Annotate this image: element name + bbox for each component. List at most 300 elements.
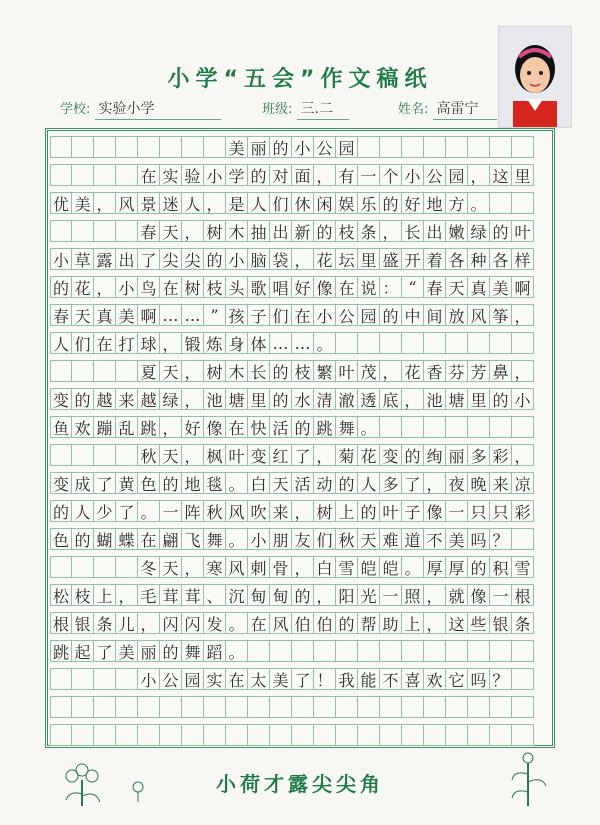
grid-cell: 美 xyxy=(226,136,248,158)
grid-cell: 。 xyxy=(468,192,490,214)
grid-cell xyxy=(424,136,446,158)
grid-cell: 水 xyxy=(292,388,314,410)
grid-cell: 芬 xyxy=(446,360,468,382)
grid-cell: 能 xyxy=(358,668,380,690)
grid-cell: 天 xyxy=(160,444,182,466)
grid-cell: 的 xyxy=(72,528,94,550)
grid-cell: 的 xyxy=(380,304,402,326)
grid-cell: 人 xyxy=(358,472,380,494)
grid-cell: 的 xyxy=(314,220,336,242)
grid-cell: ， xyxy=(512,304,534,326)
grid-cell: 唱 xyxy=(270,276,292,298)
grid-cell: 风 xyxy=(116,192,138,214)
grid-cell xyxy=(468,640,490,662)
grid-cell: 树 xyxy=(204,220,226,242)
grid-cell: 春 xyxy=(138,220,160,242)
grid-cell: 繁 xyxy=(314,360,336,382)
name-value: 高雷宁 xyxy=(433,98,497,120)
grid-cell: 尖 xyxy=(182,248,204,270)
grid-cell: 中 xyxy=(402,304,424,326)
grid-cell: 枝 xyxy=(292,360,314,382)
grid-cell: 了 xyxy=(402,472,424,494)
grid-cell: 闪 xyxy=(182,612,204,634)
grid-cell: 难 xyxy=(380,528,402,550)
grid-cell xyxy=(358,724,380,746)
grid-cell: 好 xyxy=(292,276,314,298)
grid-cell: 的 xyxy=(204,248,226,270)
grid-cell xyxy=(468,724,490,746)
grid-cell: 美 xyxy=(116,304,138,326)
grid-cell xyxy=(336,696,358,718)
grid-cell xyxy=(94,696,116,718)
grid-cell: 在 xyxy=(248,612,270,634)
grid-cell: 在 xyxy=(94,332,116,354)
grid-cell xyxy=(424,724,446,746)
grid-cell: 吹 xyxy=(248,500,270,522)
grid-cell xyxy=(50,220,72,242)
grid-cell xyxy=(314,696,336,718)
grid-cell: 池 xyxy=(204,388,226,410)
student-photo xyxy=(498,26,572,128)
grid-cell: 对 xyxy=(270,164,292,186)
grid-cell: ， xyxy=(116,584,138,606)
grid-cell: 多 xyxy=(468,444,490,466)
essay-line xyxy=(50,556,550,578)
grid-cell: 球 xyxy=(138,332,160,354)
essay-line xyxy=(50,220,550,242)
grid-cell xyxy=(380,332,402,354)
grid-cell: 在 xyxy=(226,668,248,690)
grid-cell xyxy=(490,136,512,158)
grid-cell: 儿 xyxy=(116,612,138,634)
grid-cell: 舞 xyxy=(182,640,204,662)
grid-cell: 里 xyxy=(248,388,270,410)
grid-cell: 澈 xyxy=(336,388,358,410)
grid-cell: 了 xyxy=(138,248,160,270)
grid-cell: 跳 xyxy=(138,416,160,438)
grid-cell: 来 xyxy=(490,472,512,494)
grid-cell: 积 xyxy=(490,556,512,578)
grid-cell: 枝 xyxy=(72,584,94,606)
grid-cell xyxy=(94,556,116,578)
grid-cell: 们 xyxy=(314,528,336,550)
grid-cell: 了 xyxy=(94,472,116,494)
grid-cell: 美 xyxy=(72,192,94,214)
grid-cell: 上 xyxy=(94,584,116,606)
essay-line xyxy=(50,640,550,662)
grid-cell: 松 xyxy=(50,584,72,606)
grid-cell: 喜 xyxy=(402,668,424,690)
grid-cell: 枝 xyxy=(336,220,358,242)
grid-cell: 小 xyxy=(402,164,424,186)
grid-cell xyxy=(204,724,226,746)
grid-cell xyxy=(72,164,94,186)
grid-cell: 红 xyxy=(270,444,292,466)
grid-cell xyxy=(380,416,402,438)
grid-cell xyxy=(402,416,424,438)
grid-cell xyxy=(116,724,138,746)
grid-cell: 长 xyxy=(248,360,270,382)
grid-cell xyxy=(468,332,490,354)
grid-cell: 的 xyxy=(72,388,94,410)
essay-line xyxy=(50,472,550,494)
grid-cell: 的 xyxy=(292,416,314,438)
grid-cell: 条 xyxy=(358,220,380,242)
grid-cell: ， xyxy=(138,612,160,634)
grid-cell xyxy=(160,696,182,718)
grid-cell: 个 xyxy=(380,164,402,186)
grid-cell xyxy=(512,136,534,158)
grid-cell: 各 xyxy=(490,248,512,270)
grid-cell: 的 xyxy=(50,500,72,522)
grid-cell: 歌 xyxy=(248,276,270,298)
grid-cell: 茸 xyxy=(182,584,204,606)
grid-cell: 一 xyxy=(490,584,512,606)
grid-cell: 园 xyxy=(446,164,468,186)
grid-cell xyxy=(402,640,424,662)
grid-cell xyxy=(116,164,138,186)
grid-cell xyxy=(72,136,94,158)
grid-cell: 人 xyxy=(72,500,94,522)
grid-cell: 说 xyxy=(358,276,380,298)
grid-cell: ， xyxy=(182,220,204,242)
grid-cell: ， xyxy=(380,220,402,242)
grid-cell: 菊 xyxy=(336,444,358,466)
grid-cell: 花 xyxy=(314,248,336,270)
grid-cell: 炼 xyxy=(204,332,226,354)
grid-cell xyxy=(270,640,292,662)
grid-cell: 。 xyxy=(226,528,248,550)
grid-cell: 不 xyxy=(424,528,446,550)
grid-cell: 树 xyxy=(204,360,226,382)
grid-cell: 了 xyxy=(116,500,138,522)
grid-cell xyxy=(72,360,94,382)
essay-line xyxy=(50,528,550,550)
grid-cell: 真 xyxy=(94,304,116,326)
grid-cell: 的 xyxy=(402,444,424,466)
essay-line xyxy=(50,248,550,270)
grid-cell: 们 xyxy=(72,332,94,354)
grid-cell: 出 xyxy=(270,220,292,242)
grid-cell: 欢 xyxy=(72,416,94,438)
grid-cell xyxy=(446,640,468,662)
grid-cell: 发 xyxy=(204,612,226,634)
grid-cell: 这 xyxy=(490,164,512,186)
grid-cell xyxy=(116,220,138,242)
grid-cell: 欢 xyxy=(424,668,446,690)
essay-line xyxy=(50,584,550,606)
grid-cell: … xyxy=(182,304,204,326)
grid-cell xyxy=(336,332,358,354)
grid-cell: 。 xyxy=(314,332,336,354)
grid-cell: 风 xyxy=(226,556,248,578)
grid-cell xyxy=(182,136,204,158)
grid-cell: 园 xyxy=(358,304,380,326)
essay-paper xyxy=(45,128,555,748)
grid-cell: 的 xyxy=(380,192,402,214)
grid-cell xyxy=(138,696,160,718)
grid-cell xyxy=(512,528,534,550)
grid-cell: 。 xyxy=(138,500,160,522)
grid-cell: 沉 xyxy=(226,584,248,606)
grid-cell: 彩 xyxy=(490,444,512,466)
grid-cell: 在 xyxy=(138,528,160,550)
essay-line xyxy=(50,724,550,746)
essay-line xyxy=(50,192,550,214)
grid-cell xyxy=(512,724,534,746)
grid-cell: 叶 xyxy=(226,444,248,466)
grid-cell: … xyxy=(292,332,314,354)
grid-cell: 蝴 xyxy=(94,528,116,550)
grid-cell: 公 xyxy=(160,668,182,690)
essay-line xyxy=(50,360,550,382)
grid-cell: 人 xyxy=(50,332,72,354)
grid-cell xyxy=(512,668,534,690)
grid-cell: 友 xyxy=(292,528,314,550)
grid-cell: 舞 xyxy=(336,416,358,438)
grid-cell: 鸟 xyxy=(138,276,160,298)
grid-cell xyxy=(226,696,248,718)
grid-cell xyxy=(490,640,512,662)
grid-cell: 起 xyxy=(72,640,94,662)
grid-cell xyxy=(424,332,446,354)
grid-cell: 筝 xyxy=(490,304,512,326)
grid-cell xyxy=(468,416,490,438)
grid-cell: 小 xyxy=(50,248,72,270)
grid-cell: 了 xyxy=(292,444,314,466)
grid-cell: 变 xyxy=(50,472,72,494)
grid-cell: 吗 xyxy=(468,668,490,690)
essay-line xyxy=(50,668,550,690)
grid-cell xyxy=(402,696,424,718)
grid-cell: 啊 xyxy=(512,276,534,298)
grid-cell xyxy=(490,416,512,438)
grid-cell: 花 xyxy=(402,360,424,382)
grid-cell: 一 xyxy=(160,500,182,522)
grid-cell: 坛 xyxy=(336,248,358,270)
grid-cell: 闪 xyxy=(160,612,182,634)
grid-cell: 的 xyxy=(336,612,358,634)
grid-cell: 迷 xyxy=(160,192,182,214)
grid-cell: 只 xyxy=(468,500,490,522)
grid-cell: 的 xyxy=(248,164,270,186)
grid-cell xyxy=(72,556,94,578)
grid-cell xyxy=(50,164,72,186)
grid-cell: 是 xyxy=(226,192,248,214)
grid-cell: ， xyxy=(292,500,314,522)
grid-cell: 一 xyxy=(446,500,468,522)
grid-cell: 的 xyxy=(358,500,380,522)
grid-cell xyxy=(226,724,248,746)
grid-cell xyxy=(446,696,468,718)
grid-cell: ， xyxy=(314,444,336,466)
grid-cell: 抽 xyxy=(248,220,270,242)
grid-cell: 。 xyxy=(226,640,248,662)
grid-cell: 天 xyxy=(160,220,182,242)
grid-cell: 上 xyxy=(336,500,358,522)
grid-cell: 甸 xyxy=(270,584,292,606)
grid-cell: 上 xyxy=(402,612,424,634)
grid-cell xyxy=(50,668,72,690)
grid-cell: 跳 xyxy=(314,416,336,438)
grid-cell: ， xyxy=(512,360,534,382)
grid-cell: 美 xyxy=(490,276,512,298)
class-field: 班级: 三.二 xyxy=(262,98,349,120)
grid-cell xyxy=(424,696,446,718)
grid-cell: 跳 xyxy=(50,640,72,662)
grid-cell: 子 xyxy=(248,304,270,326)
grid-cell xyxy=(292,696,314,718)
grid-cell: 翩 xyxy=(160,528,182,550)
grid-cell: 绚 xyxy=(424,444,446,466)
grid-cell: 放 xyxy=(446,304,468,326)
grid-cell: 白 xyxy=(248,472,270,494)
grid-cell: 里 xyxy=(468,388,490,410)
grid-cell: ” xyxy=(204,304,226,326)
grid-cell: 寒 xyxy=(204,556,226,578)
grid-cell: 身 xyxy=(226,332,248,354)
grid-cell: 阵 xyxy=(182,500,204,522)
grid-cell: 我 xyxy=(336,668,358,690)
essay-line xyxy=(50,416,550,438)
grid-cell xyxy=(314,640,336,662)
grid-cell: 们 xyxy=(270,304,292,326)
grid-cell xyxy=(380,696,402,718)
grid-cell xyxy=(424,416,446,438)
grid-cell xyxy=(72,668,94,690)
grid-cell: 乐 xyxy=(358,192,380,214)
grid-cell: 。 xyxy=(226,472,248,494)
grid-cell: 底 xyxy=(380,388,402,410)
grid-cell xyxy=(72,724,94,746)
grid-cell xyxy=(512,640,534,662)
grid-cell: 公 xyxy=(424,164,446,186)
grid-cell: 动 xyxy=(314,472,336,494)
grid-cell: 毯 xyxy=(204,472,226,494)
grid-cell xyxy=(94,164,116,186)
grid-cell xyxy=(358,696,380,718)
grid-cell: 像 xyxy=(424,500,446,522)
grid-cell: 的 xyxy=(270,388,292,410)
grid-cell: 新 xyxy=(292,220,314,242)
page-title: 小学“五会”作文稿纸 xyxy=(167,67,433,92)
grid-cell xyxy=(50,724,72,746)
grid-cell: 清 xyxy=(314,388,336,410)
grid-cell xyxy=(94,220,116,242)
grid-cell: 小 xyxy=(116,276,138,298)
grid-cell: 娱 xyxy=(336,192,358,214)
grid-cell: 吗 xyxy=(468,528,490,550)
grid-cell xyxy=(94,444,116,466)
grid-cell: 透 xyxy=(358,388,380,410)
grid-cell xyxy=(512,696,534,718)
grid-cell xyxy=(446,136,468,158)
grid-cell: 只 xyxy=(490,500,512,522)
grid-cell: 们 xyxy=(270,192,292,214)
grid-cell: 好 xyxy=(402,192,424,214)
grid-cell xyxy=(72,696,94,718)
grid-cell: 飞 xyxy=(182,528,204,550)
grid-cell: 休 xyxy=(292,192,314,214)
grid-cell: ？ xyxy=(490,528,512,550)
grid-cell: 出 xyxy=(116,248,138,270)
grid-cell xyxy=(50,444,72,466)
grid-cell: 种 xyxy=(468,248,490,270)
essay-grid xyxy=(50,136,550,752)
grid-cell: 塘 xyxy=(226,388,248,410)
grid-cell: ， xyxy=(424,472,446,494)
grid-cell: 活 xyxy=(292,472,314,494)
grid-cell xyxy=(336,724,358,746)
grid-cell: 验 xyxy=(182,164,204,186)
grid-cell: 像 xyxy=(468,584,490,606)
grid-cell: 天 xyxy=(160,556,182,578)
grid-cell: 人 xyxy=(182,192,204,214)
grid-cell: 雪 xyxy=(336,556,358,578)
grid-cell xyxy=(248,696,270,718)
grid-cell: 刺 xyxy=(248,556,270,578)
grid-cell: 样 xyxy=(512,248,534,270)
grid-cell: 出 xyxy=(424,220,446,242)
grid-cell: 绿 xyxy=(468,220,490,242)
grid-cell: 成 xyxy=(72,472,94,494)
grid-cell: 它 xyxy=(446,668,468,690)
grid-cell: ？ xyxy=(490,668,512,690)
grid-cell: 伯 xyxy=(314,612,336,634)
grid-cell: 的 xyxy=(160,640,182,662)
essay-line xyxy=(50,500,550,522)
essay-line xyxy=(50,136,550,158)
grid-cell: 绿 xyxy=(160,388,182,410)
grid-cell: 在 xyxy=(292,304,314,326)
grid-cell xyxy=(292,724,314,746)
grid-cell: 叶 xyxy=(512,220,534,242)
grid-cell xyxy=(380,640,402,662)
grid-cell: 里 xyxy=(358,248,380,270)
essay-line xyxy=(50,304,550,326)
grid-cell: 小 xyxy=(138,668,160,690)
grid-cell: 光 xyxy=(358,584,380,606)
essay-line xyxy=(50,388,550,410)
grid-cell: ！ xyxy=(314,668,336,690)
grid-cell: 毛 xyxy=(138,584,160,606)
grid-cell xyxy=(72,220,94,242)
grid-cell: 子 xyxy=(402,500,424,522)
grid-cell: ， xyxy=(204,192,226,214)
grid-cell: 丽 xyxy=(248,136,270,158)
grid-cell: 厚 xyxy=(446,556,468,578)
grid-cell: 地 xyxy=(182,472,204,494)
grid-cell: 来 xyxy=(270,500,292,522)
grid-cell: 天 xyxy=(72,304,94,326)
grid-cell: 实 xyxy=(160,164,182,186)
grid-cell: ， xyxy=(380,360,402,382)
grid-cell: 茸 xyxy=(160,584,182,606)
grid-cell: 优 xyxy=(50,192,72,214)
grid-cell: 学 xyxy=(226,164,248,186)
grid-cell: 叶 xyxy=(336,360,358,382)
grid-cell xyxy=(380,136,402,158)
grid-cell: 天 xyxy=(446,276,468,298)
grid-cell: … xyxy=(270,332,292,354)
grid-cell: 就 xyxy=(446,584,468,606)
grid-cell: … xyxy=(160,304,182,326)
grid-cell: 茂 xyxy=(358,360,380,382)
grid-cell xyxy=(94,724,116,746)
grid-cell xyxy=(490,332,512,354)
grid-cell: 塘 xyxy=(446,388,468,410)
grid-cell: 体 xyxy=(248,332,270,354)
